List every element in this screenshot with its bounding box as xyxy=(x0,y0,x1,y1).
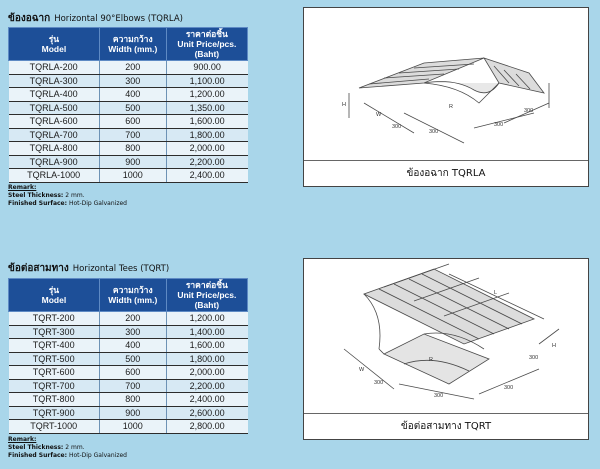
table-row xyxy=(9,366,248,380)
cell-width: 200 xyxy=(99,61,166,75)
elbows-section-title xyxy=(8,11,183,26)
cell-width: 300 xyxy=(99,74,166,88)
cell-model: TQRLA-500 xyxy=(9,101,100,115)
tees-title-thai: ข้อต่อสามทาง xyxy=(8,263,69,274)
dim-label-300: 300 xyxy=(429,129,439,135)
table-row xyxy=(9,420,248,434)
cell-price: 900.00 xyxy=(166,61,247,75)
dim-label-300: 300 xyxy=(374,380,384,386)
table-row xyxy=(9,325,248,339)
cell-price: 1,200.00 xyxy=(166,88,247,102)
cell-price: 1,600.00 xyxy=(166,339,247,353)
cell-width: 1000 xyxy=(99,420,166,434)
table-header-row xyxy=(9,279,248,312)
tee-drawing xyxy=(304,259,588,411)
tee-diagram-caption: ข้อต่อสามทาง TQRT xyxy=(304,413,588,439)
table-row xyxy=(9,339,248,353)
table-row xyxy=(9,88,248,102)
tees-section-title xyxy=(8,261,169,276)
cell-width: 800 xyxy=(99,393,166,407)
cell-width: 900 xyxy=(99,155,166,169)
cell-width: 600 xyxy=(99,366,166,380)
cell-price: 2,000.00 xyxy=(166,366,247,380)
dim-label-r: R xyxy=(429,357,433,363)
steel-thickness-line: Steel Thickness: 2 mm. xyxy=(8,444,85,451)
cell-width: 400 xyxy=(99,339,166,353)
table-row xyxy=(9,128,248,142)
cell-model: TQRT-400 xyxy=(9,339,100,353)
dim-label-w: W xyxy=(359,367,365,373)
elbows-price-table xyxy=(8,27,248,183)
table-row xyxy=(9,142,248,156)
cell-model: TQRT-200 xyxy=(9,312,100,326)
cell-model: TQRLA-200 xyxy=(9,61,100,75)
header-price: ราคาต่อชิ้น Unit Price/pcs. (Baht) xyxy=(166,279,247,312)
cell-model: TQRLA-600 xyxy=(9,115,100,129)
cell-model: TQRLA-400 xyxy=(9,88,100,102)
cell-price: 2,200.00 xyxy=(166,155,247,169)
table-row xyxy=(9,115,248,129)
cell-model: TQRT-1000 xyxy=(9,420,100,434)
cell-width: 300 xyxy=(99,325,166,339)
cell-price: 1,200.00 xyxy=(166,312,247,326)
cell-price: 2,200.00 xyxy=(166,379,247,393)
table-row xyxy=(9,74,248,88)
cell-width: 700 xyxy=(99,379,166,393)
tees-title-english: Horizontal Tees (TQRT) xyxy=(72,264,170,274)
cell-model: TQRT-300 xyxy=(9,325,100,339)
cell-model: TQRLA-300 xyxy=(9,74,100,88)
cell-width: 1000 xyxy=(99,169,166,183)
elbow-diagram-panel xyxy=(303,7,589,187)
cell-price: 1,800.00 xyxy=(166,128,247,142)
elbows-title-english: Horizontal 90°Elbows (TQRLA) xyxy=(54,14,183,24)
finished-surface-line: Finished Surface: Hot-Dip Galvanized xyxy=(8,452,127,459)
dim-label-300: 300 xyxy=(529,355,539,361)
dim-label-300: 300 xyxy=(524,108,534,114)
remark-label: Remark: xyxy=(8,184,37,191)
cell-model: TQRLA-900 xyxy=(9,155,100,169)
dim-label-w: W xyxy=(376,112,382,118)
elbow-diagram-caption: ข้องอฉาก TQRLA xyxy=(304,160,588,186)
header-model: รุ่น Model xyxy=(9,28,100,61)
cell-model: TQRLA-700 xyxy=(9,128,100,142)
table-row xyxy=(9,379,248,393)
cell-model: TQRLA-800 xyxy=(9,142,100,156)
tees-remark xyxy=(8,436,127,460)
cell-price: 1,100.00 xyxy=(166,74,247,88)
cell-width: 700 xyxy=(99,128,166,142)
steel-thickness-line: Steel Thickness: 2 mm. xyxy=(8,192,85,199)
cell-model: TQRT-500 xyxy=(9,352,100,366)
elbow-drawing xyxy=(304,8,588,160)
finished-surface-line: Finished Surface: Hot-Dip Galvanized xyxy=(8,200,127,207)
cell-price: 1,800.00 xyxy=(166,352,247,366)
cell-price: 1,600.00 xyxy=(166,115,247,129)
tees-price-table xyxy=(8,278,248,434)
cell-price: 2,600.00 xyxy=(166,406,247,420)
cell-width: 900 xyxy=(99,406,166,420)
cell-width: 400 xyxy=(99,88,166,102)
table-row xyxy=(9,169,248,183)
table-row xyxy=(9,393,248,407)
cell-price: 2,800.00 xyxy=(166,420,247,434)
header-width: ความกว้าง Width (mm.) xyxy=(99,279,166,312)
table-row xyxy=(9,312,248,326)
cell-price: 1,350.00 xyxy=(166,101,247,115)
header-price: ราคาต่อชิ้น Unit Price/pcs. (Baht) xyxy=(166,28,247,61)
cell-model: TQRT-900 xyxy=(9,406,100,420)
header-width: ความกว้าง Width (mm.) xyxy=(99,28,166,61)
cell-model: TQRLA-1000 xyxy=(9,169,100,183)
table-row xyxy=(9,406,248,420)
cell-width: 200 xyxy=(99,312,166,326)
cell-price: 2,400.00 xyxy=(166,393,247,407)
table-header-row xyxy=(9,28,248,61)
table-row xyxy=(9,352,248,366)
cell-width: 500 xyxy=(99,101,166,115)
cell-model: TQRT-800 xyxy=(9,393,100,407)
cell-price: 1,400.00 xyxy=(166,325,247,339)
dim-label-300: 300 xyxy=(504,385,514,391)
header-model: รุ่น Model xyxy=(9,279,100,312)
dim-label-l: L xyxy=(494,290,498,296)
elbows-title-thai: ข้องอฉาก xyxy=(8,13,51,24)
remark-label: Remark: xyxy=(8,436,37,443)
table-row xyxy=(9,155,248,169)
cell-width: 500 xyxy=(99,352,166,366)
cell-price: 2,000.00 xyxy=(166,142,247,156)
dim-label-300: 300 xyxy=(434,393,444,399)
dim-label-h: H xyxy=(342,102,346,108)
tee-diagram-panel xyxy=(303,258,589,440)
table-row xyxy=(9,101,248,115)
elbows-remark xyxy=(8,184,127,208)
cell-model: TQRT-700 xyxy=(9,379,100,393)
cell-model: TQRT-600 xyxy=(9,366,100,380)
dim-label-300: 300 xyxy=(494,122,504,128)
dim-label-300: 300 xyxy=(392,124,402,130)
cell-width: 600 xyxy=(99,115,166,129)
dim-label-r: R xyxy=(449,104,453,110)
cell-width: 800 xyxy=(99,142,166,156)
dim-label-h: H xyxy=(552,343,556,349)
cell-price: 2,400.00 xyxy=(166,169,247,183)
table-row xyxy=(9,61,248,75)
